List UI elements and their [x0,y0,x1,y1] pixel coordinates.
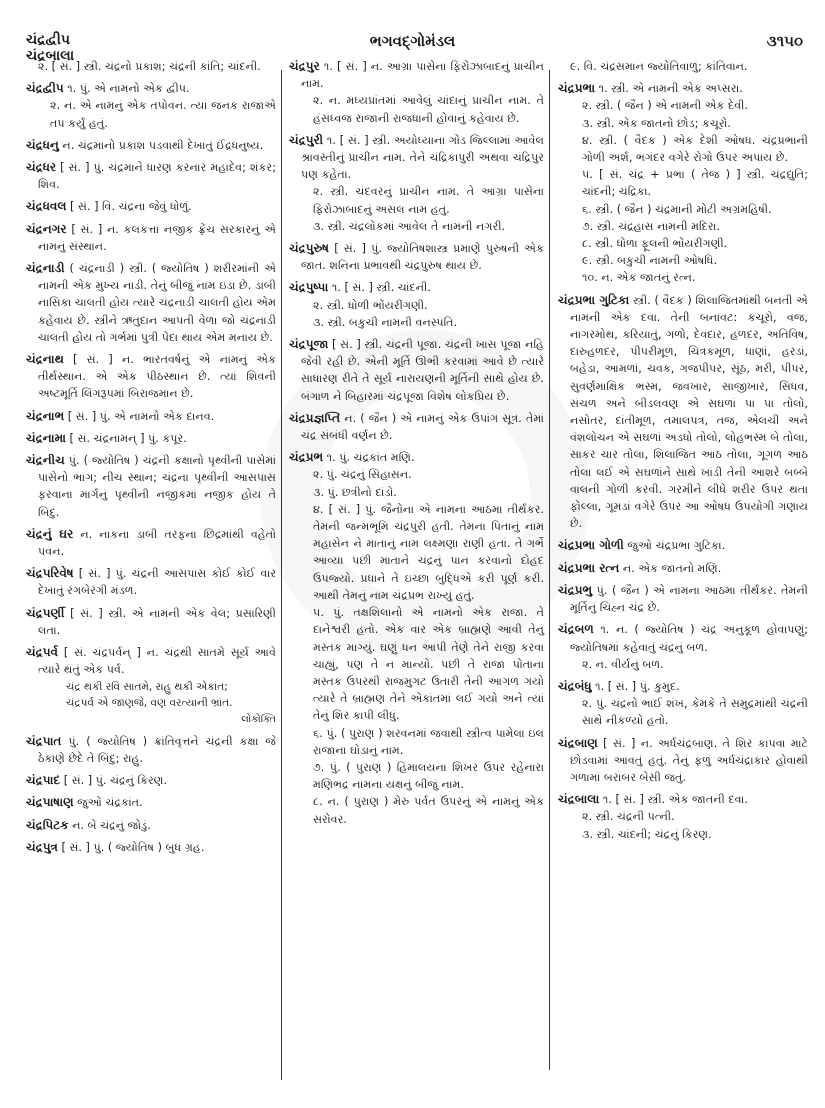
definition-text: [ સં. ] સ્ત્રી. એ નામની એક વેલ; પ્રસારિણી લતા. [38,606,276,637]
definition-text: [ સં. ચંદ્રપર્વન્ ] ન. ચંદ્રથી સાતમે સૂર્ય આવે ત્યારે થતું એક પર્વ. [38,646,277,677]
definition-text: [ સં. ] પું. એ નામનો એક દાનવ. [67,409,215,423]
definition-text: પું. ( જૈન ) એ નામના આઠમા તીર્થંકર. તેમની મૂર્તિનું ચિહ્ન ચંદ્ર છે. [570,583,808,615]
headword: ચંદ્રપુર [289,59,320,73]
sense: ૯. સ્ત્રી. બકુચી નામની ઓષધિ. [582,254,718,268]
definition-text: સ્ત્રી. ( વૈદક ) શિલાજિતમાંથી બનતી એ નામની એક દવા. તેની બનાવટ: કચૂરો, વજ, નાગરમોથ, કરિયાતું, ગળો, દેવદાર, હળદર, અતિવિષ, દારુહળદર, પીપરીમૂળ, ચિત્રકમૂળ, ધાણાં, હરડાં, બહેડાં, આમળાં, ચવક, ગજપીપર, સૂંઠ, મરી, પીપર, સુવર્ણમાક્ષિક ભસ્મ, જવખાર, સાજીખાર, સિંધવ, સંચળ અને બીડલવણ એ સઘળાં પા પા તોલો, નસોતર, દાંતીમૂળ, તમાલપત્ર, તજ, એલચી અને વંશલોચન એ સઘળાં અડધો તોલો, લોહભસ્મ બે તોલા, સાકર ચાર તોલા, શિલાજિત આઠ તોલા, ગૂગળ આઠ તોલા લઈ એ સઘળાંને સાથે ખાંડી તેની આશરે બબ્બે વાલની ગોળી કરવી. ગરમીને લીધે શરીર ઉપર થતા ફોલ્લા, ગૂમડાં વગેરે ઉપર આ ઓષધ ઉપયોગી ગણાય છે. [570,293,808,531]
definition-text: [ સં. ] ન. ભારતવર્ષનું એ નામનું એક તીર્થસ્થાન. એ એક પીઠસ્થાન છે. ત્યાં શિવની અષ્ટમૂર્તિ લિંગરૂપમાં બિરાજમાન છે. [38,353,276,401]
sense: ૯. વિ. ચંદ્રસમાન જ્યોતિવાળું; કાંતિવાન. [570,60,748,73]
sense: ૬. સ્ત્રી. ( જૈન ) ચંદ્રમાની મોટી અગ્રમહિષી. [582,202,772,216]
headword: ચંદ્રનામા [26,430,66,445]
column-2 [289,58,544,833]
headword: ચંદ્રપ્રભ [289,450,324,465]
dictionary-entry [558,560,808,577]
dictionary-entry [558,80,808,286]
definition-text: ન. નાકના ડાબી તરફના છિદ્રમાંથી વહેતો પવન. [38,527,276,559]
headword: ચંદ્રબાલા [558,792,600,807]
dictionary-entry [26,452,276,521]
page-header [0,0,825,64]
definition-text: [ સં. ] પું. જ્યોતિષશાસ્ત્ર પ્રમાણે પુરુષની એક જાત. શનિના પ્રભાવથી ચંદ્રપુરુષ થાય છે. [301,242,544,273]
sense: ૩. પું. છત્રીનો દાંડો. [313,485,397,499]
dictionary-entry [289,58,544,127]
headword: ચંદ્રપુષ્પા [289,280,329,295]
sense: ૨. [ સં. ] સ્ત્રી. ચંદ્રનો પ્રકાશ; ચંદ્રની કાંતિ; ચાંદની. [38,60,261,73]
headword: ચંદ્રપ્રભા રત્ન [558,560,620,575]
dictionary-entry [558,621,808,673]
headword: ચંદ્રપુરી [289,132,324,147]
definition-text: ૧. ન. ( જ્યોતિષ ) ચંદ્ર અનુકૂળ હોવાપણું; જ્યોતિષમાં કહેવાતું ચંદ્રનું બળ. [570,623,808,654]
definition-text: ૧. [ સં. ] પું. કુમુદ. [595,679,680,693]
dictionary-entry [26,644,276,728]
sense: ૭. પું. ( પુરાણ ) હિમાલયના શિખર ઉપર રહેનારા મણિભદ્ર નામના યક્ષનું બીજું નામ. [313,760,544,792]
headword: ચંદ્રપ્રજ્ઞપ્તિ [289,410,341,425]
definition-text: ન. એક જાતનો મણિ. [622,561,722,575]
definition-text: જુઓ ચંદ્રપ્રભા ગુટિકા. [627,539,726,553]
headword: ચંદ્રદ્વીપ [26,81,64,96]
guide-word-first: ચંદ્રદ્વીપ [26,32,70,48]
dictionary-entry [558,735,808,787]
sense: ૨. ન. વીર્યનું બળ. [582,657,664,671]
dictionary-entry [26,817,276,834]
dictionary-entry [26,198,276,215]
dictionary-entry [26,772,276,789]
definition-text: [ સં. ] ન. અર્ધચંદ્રબાણ. તે શિર કાપવા માટે છોડવામાં આવતું હતું. તેનું ફળું અર્ધચંદ્રાકાર હોવાથી ગળામાં બરાબર બેસી જતું. [570,736,808,784]
headword: ચંદ્રપ્રભા [558,81,596,96]
headword: ચંદ્રપર્વ [26,645,58,660]
sense: ૨. સ્ત્રી. ધોળી ભોંયરીંગણી. [313,298,428,312]
quote-source: લોકોક્તિ [241,713,276,725]
dictionary-entry [26,351,276,403]
definition-text: [ સં. ] પું. ( જ્યોતિષ ) બુધ ગ્રહ. [61,840,205,854]
sense: ૬. પું. ( પુરાણ ) શરવનમાં જવાથી સ્ત્રીત્વ પામેલા ઇલ રાજાના ઘોડાનું નામ. [313,726,544,757]
sense: ૨. સ્ત્રી. ( જૈન ) એ નામની એક દેવી. [582,99,748,113]
headword: ચંદ્રપાષાણ [26,795,74,810]
definition-text: ૧. સ્ત્રી. એ નામની એક અપ્સરા. [598,82,743,96]
dictionary-entry [289,449,544,827]
definition-text: ૧. [ સં. ] સ્ત્રી. એક જાતની દવા. [602,793,748,807]
definition-text: પું. ( જ્યોતિષ ) ચંદ્રની કક્ષાનો પૃથ્વીની પાસેમાં પાસેનો ભાગ; નીચ સ્થાન; ચંદ્રના પૃથ્વીની આસપાસ ફરવાના માર્ગનું પૃથ્વીની નજીકમાં નજીક હોય તે બિંદુ. [38,454,276,519]
page-number: ૩૧૫૦ [766,32,803,50]
dictionary-entry [558,678,808,730]
definition-text: ૧. [ સં. ] સ્ત્રી. ચાંદની. [331,281,431,295]
dictionary-entry [26,565,276,599]
dictionary-entry [289,240,544,274]
headword: ચંદ્રપ્રભા ગોળી [558,538,624,553]
headword: ચંદ્રનાડી [26,261,65,276]
quote-line: ચંદ્ર થકી રવિ સાતમે, રાહુ થકી એકાંત; [66,680,228,693]
sense: ૮. ન. ( પુરાણ ) મેરુ પર્વત ઉપરનું એ નામનું એક સરોવર. [313,795,544,826]
sense: ૫. [ સં. ચંદ્ર + પ્રભા ( તેજ ) ] સ્ત્રી. ચંદ્રદ્યુતિ; ચાંદની; ચંદ્રિકા. [582,168,808,199]
definition-text: ન. બે ચંદ્રનું જોડું. [72,818,151,832]
definition-text: ન. ( જૈન ) એ નામનું એક ઉપાંગ સૂત્ર. તેમાં ચંદ્ર સંબંધી વર્ણન છે. [301,411,544,443]
sense: ૨. સ્ત્રી. ચંદવરનું પ્રાચીન નામ. તે આગ્રા પાસેના ફિરોઝાબાદનું અસલ નામ હતું. [313,185,544,216]
headword: ચંદ્રપુરુષ [289,241,329,256]
dictionary-entry [26,605,276,639]
column-divider [281,70,282,1080]
headword: ચંદ્રનાથ [26,352,64,367]
sense: ૨. પું. ચંદ્રનો ભાઈ શંખ, કેમકે તે સમુદ્રમાંથી ચંદ્રની સાથે નીકળ્યો હતો. [582,697,808,728]
headword: ચંદ્રપર્ણી [26,605,65,620]
headword: ચંદ્રપૂજા [289,337,329,352]
definition-text: [ સં. ] સ્ત્રી. ચંદ્રની પૂજા. ચંદ્રની ખાસ પૂજા નહિ જેવી રહી છે. એની મૂર્તિ ઊભી કરવામાં આવે છે ત્યારે સાધારણ રીતે તે સૂર્ય નારાયણની મૂર્તિની સાથે હોય છે. બંગાળ ને બિહારમાં ચંદ્રપૂજા વિશેષ લોકપ્રિય છે. [301,338,544,403]
dictionary-entry [26,58,276,75]
guide-word-last: ચંદ્રબાલા [26,48,75,64]
headword: ચંદ્રબાણ [558,735,598,750]
sense: ૨. પું. ચંદ્રનું સિંહાસન. [313,468,412,482]
sense: ૨. ન. એ નામનું એક તપોવન. ત્યાં જનક રાજાએ તપ કર્યું હતું. [50,99,276,130]
definition-text: [ સં. ] પું. ચંદ્રની આસપાસ કોઈ કોઈ વાર દેખાતું રંગબેરંગી મંડળ. [38,567,276,598]
headword: ચંદ્રપાત [26,733,62,748]
headword: ચંદ્રધવલ [26,199,67,214]
sense: ૪. સ્ત્રી. ( વૈદક ) એક દેશી ઓષધ. ચંદ્રપ્રભાની ગોળી અર્શ, ભગંદર વગેરે રોગો ઉપર અપાય છે. [582,133,808,165]
column-divider [549,70,550,1070]
dictionary-entry [558,791,808,843]
sense: ૨. સ્ત્રી. ચંદ્રની પત્ની. [582,810,675,824]
headword: ચંદ્રપ્રભુ [558,582,593,597]
dictionary-entry [26,794,276,811]
dictionary-entry [558,292,808,533]
dictionary-entry [26,260,276,346]
definition-text: [ સં. ] ન. કલકત્તા નજીક ફ્રેંચ સરકારનું એ નામનું સંસ્થાન. [38,222,277,253]
dictionary-entry [26,159,276,193]
headword: ચંદ્રબળ [558,622,594,637]
dictionary-entry [289,279,544,331]
headword: ચંદ્રપુત્ર [26,839,58,854]
definition-text: ન. ચંદ્રમાનો પ્રકાશ પડવાથી દેખાતું ઈંદ્રધનુષ્ય. [62,138,264,152]
definition-text: ( ચંદ્રનાડ઼ી ) સ્ત્રી. ( જ્યોતિષ ) શરીરમાંની એ નામની એક મુખ્ય નાડી. તેનું બીજું નામ ઇડા છે. ડાબી નાસિકા ચાલતી હોય ત્યારે ચંદ્રનાડી ચાલતી હોય એમ કહેવાય છે. સ્ત્રીને ઋતુદાન આપતી વેળા જો ચંદ્રનાડી ચાલતી હોય તો ગર્ભમાં પુત્રી પેદા થાય એમ મનાય છે. [38,262,276,344]
sense: ૭. સ્ત્રી. ચંદ્રહાસ નામની મદિરા. [582,219,720,233]
dictionary-entry [558,537,808,554]
sense: ૩. સ્ત્રી. બકુચી નામની વનસ્પતિ. [313,315,458,329]
sense: ૩. સ્ત્રી. ચંદ્રલોકમાં આવેલ તે નામની નગરી. [313,219,506,233]
dictionary-entry [26,733,276,767]
definition-text: ૧. પું. ચંદ્રકાંત મણિ. [326,451,415,465]
dictionary-entry [289,410,544,444]
sense: ૩. સ્ત્રી. એક જાતનો છોડ; કચૂરો. [582,116,731,130]
sense: ૮. સ્ત્રી. ધોળા ફૂલની ભોંયરીંગણી. [582,237,728,251]
definition-text: ૧. પું. એ નામનો એક દ્વીપ. [67,82,190,96]
column-1 [26,58,276,861]
headword: ચંદ્રપાદ [26,773,61,788]
definition-text: ૧. [ સં. ] ન. આગ્રા પાસેના ફિરોઝાબાદનું પ્રાચીન નામ. [301,60,544,91]
definition-text: [ સં. ] વિ. ચંદ્રના જેવું ધોળું. [70,200,192,214]
dictionary-entry [558,58,808,75]
dictionary-entry [289,132,544,235]
headword: ચંદ્રધનુ [26,137,59,152]
dictionary-entry [26,408,276,425]
quote-line: ચંદ્રપર્વ એ જાણજે, વણ વરત્યાની ભ્રાંત. [66,696,233,709]
headword: ચંદ્રનાભ [26,408,65,423]
headword: ચંદ્રનીચ [26,453,65,468]
definition-text: [ સં. ] પું. ચંદ્રનું કિરણ. [63,774,168,788]
definition-text: [ સં. ચંદ્રનામન્ ] પું. કપૂર. [69,431,187,445]
headword: ચંદ્રપરિવેષ [26,566,74,581]
sense: ૧૦. ન. એક જાતનું રત્ન. [582,271,696,285]
dictionary-entry [289,336,544,405]
sense: ૨. ન. મધ્યપ્રાંતમાં આવેલું ચાંદાનું પ્રાચીન નામ. તે હંસધ્વજ રાજાની રાજધાની હોવાનું કહેવાય છે. [313,94,544,125]
headword: ચંદ્રધર [26,160,57,175]
headword: ચંદ્રપ્રભા ગુટિકા [558,292,630,307]
dictionary-entry [26,430,276,447]
definition-text: જુઓ ચંદ્રકાંત. [77,796,143,810]
headword: ચંદ્રનગર [26,221,67,236]
sense: ૫. પું. તક્ષશિલાનો એ નામનો એક રાજા. તે દાનેશ્વરી હતો. એક વાર એક બ્રાહ્મણે આવી તેનું મસ્તક માગ્યું. ઘણું ધન આપી તેણે તેને રાજી કરવા ચાહ્યું, પણ તે ન માન્યો. પછી તે રાજા પોતાના મસ્તક ઉપરથી રાજમુગટ ઉતારી તેની આગળ ગયો ત્યારે તે બ્રાહ્મણ તેને એકાંતમાં લઈ ગયો અને ત્યાં તેનું શિર કાપી લીધું. [313,606,544,723]
definition-text: [ સં. ] પું. ચંદ્રમાને ધારણ કરનાર મહાદેવ; શંકર; શિવ. [38,161,276,192]
dictionary-entry [26,526,276,560]
dictionary-entry [26,839,276,856]
headword: ચંદ્રનું ઘર [26,526,74,541]
dictionary-entry [26,221,276,255]
headword: ચંદ્રપિટક [26,817,69,832]
dictionary-entry [26,137,276,154]
definition-text: પું. ( જ્યોતિષ ) ક્રાંતિવૃત્તને ચંદ્રની કક્ષા જે ઠેકાણે છેદે તે બિંદુ; રાહુ. [38,734,277,765]
sense: ૩. સ્ત્રી. ચાંદની; ચંદ્રનું કિરણ. [582,827,712,841]
dictionary-entry [558,582,808,616]
sense: ૪. [ સં. ] પું. જૈનોના એ નામના આઠમા તીર્થંકર. તેમની જન્મભૂમિ ચંદ્રપુરી હતી. તેમના પિતાનું નામ મહાસેન ને માતાનું નામ લક્ષ્મણા રાણી હતાં. તે ગર્ભે આવ્યા પછી માતાને ચંદ્રનું પાન કરવાનો દોહદ ઉપજ્યો. પ્રધાને તે ઇચ્છા બુદ્ધિએ કરી પૂર્ણ કરી. આથી તેમનું નામ ચંદ્રપ્રભ રાખ્યું હતું. [313,502,544,602]
headword: ચંદ્રબંધુ [558,678,592,693]
book-title: ભગવદ્ગોમંડલ [369,32,456,50]
dictionary-entry [26,80,276,132]
column-3 [558,58,808,848]
definition-text: ૧. [ સં. ] સ્ત્રી. અયોધ્યાના ગોંડ જિલ્લામાં આવેલ શ્રાવસ્તીનું પ્રાચીન નામ. તેને ચંદ્રિકાપુરી અથવા ચંદ્રિપુર પણ કહેતા. [301,133,544,182]
